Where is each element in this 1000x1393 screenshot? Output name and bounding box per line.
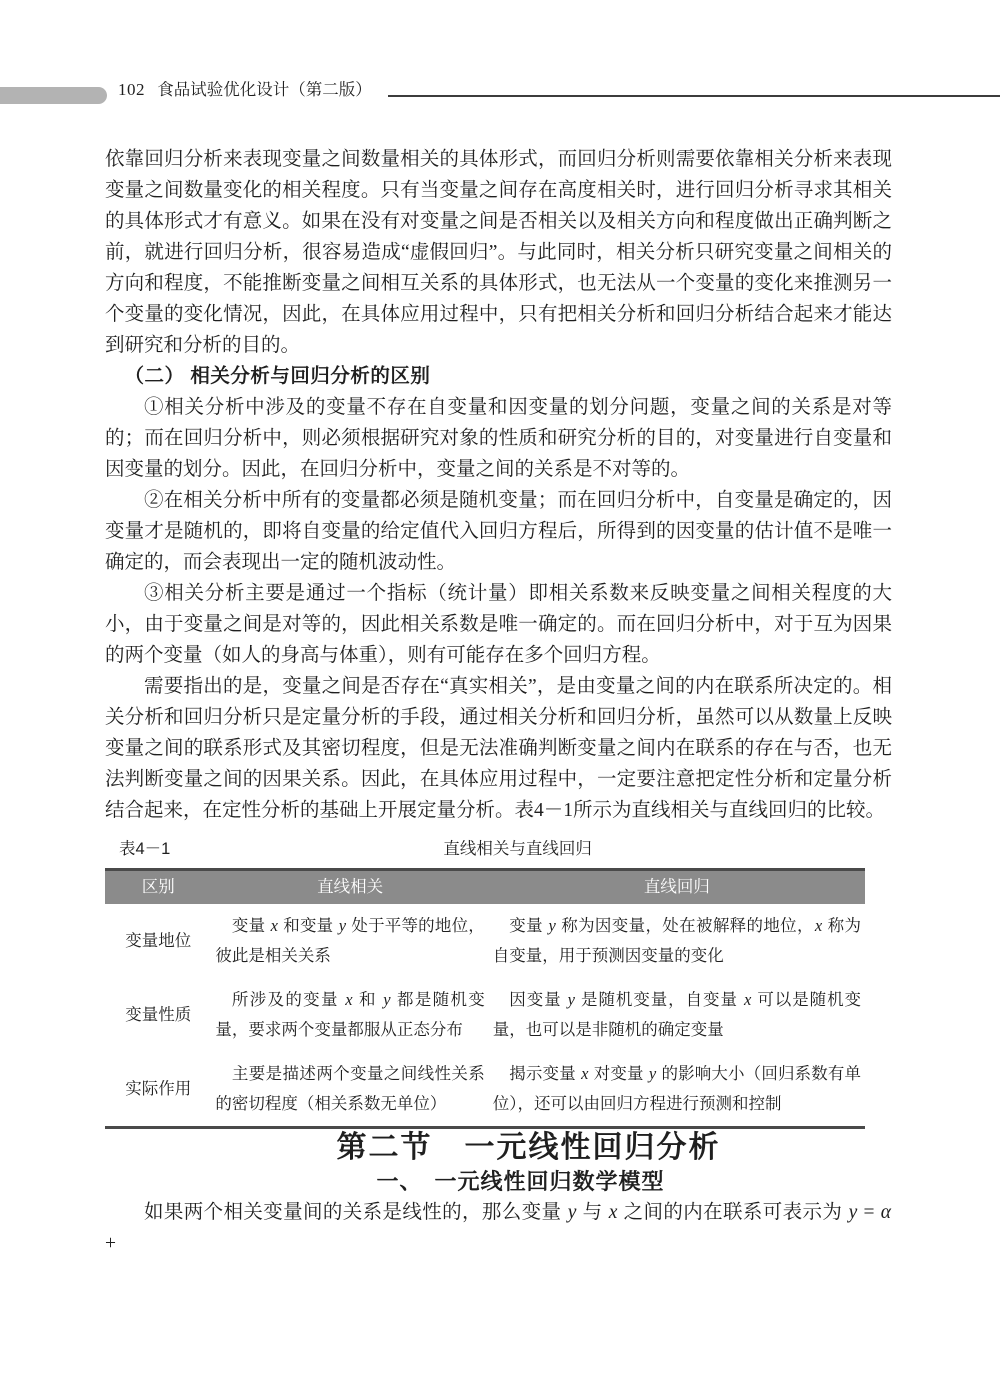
cell-text: 揭示变量 x 对变量 y 的影响大小（回归系数有单位），还可以由回归方程进行预测和控制 [492, 1063, 862, 1113]
paragraph-point-1: ①相关分析中涉及的变量不存在自变量和因变量的划分问题，变量之间的关系是对等的；而在回归分析中，则必须根据研究对象的性质和研究分析的目的，对变量进行自变量和因变量的划分。因此，在回归分析中，变量之间的关系是不对等的。 [105, 397, 892, 480]
row-label-variable-nature: 变量性质 [125, 1004, 192, 1024]
paragraph-model-intro: 如果两个相关变量间的关系是线性的，那么变量 y 与 x 之间的内在联系可表示为 y = α + [105, 1201, 891, 1254]
row-label-practical-use: 实际作用 [125, 1078, 192, 1098]
column-header-linear-regression: 直线回归 [489, 870, 865, 904]
correlation-cell [211, 978, 488, 1052]
row-label-variable-status: 变量地位 [125, 930, 192, 950]
paragraph-point-3: ③相关分析主要是通过一个指标（统计量）即相关系数来反映变量之间相关程度的大小，由于变量之间是对等的，因此相关系数是唯一确定的。而在回归分析中，对于互为因果的两个变量（如人的身高与体重），则有可能存在多个回归方程。 [105, 583, 892, 666]
page-number: 102 [118, 80, 145, 99]
table-caption [105, 837, 865, 861]
section-title: 第二节 一元线性回归分析 [336, 1130, 721, 1164]
table-row [105, 978, 865, 1052]
paragraph-summary: 需要指出的是，变量之间是否存在“真实相关”，是由变量之间的内在联系所决定的。相关分析和回归分析只是定量分析的手段，通过相关分析和回归分析，虽然可以从数量上反映变量之间的联系形式及其密切程度，但是无法准确判断变量之间内在联系的存在与否，也无法判断变量之间的因果关系。因此，在具体应用过程中，一定要注意把定性分析和定量分析结合起来，在定性分析的基础上开展定量分析。表4－1所示为直线相关与直线回归的比较。 [105, 676, 892, 821]
cell-text: 变量 y 称为因变量，处在被解释的地位，x 称为自变量，用于预测因变量的变化 [492, 915, 862, 965]
comparison-table [105, 868, 865, 1129]
subheading-correlation-vs-regression: （二） 相关分析与回归分析的区别 [124, 365, 431, 387]
cell-text: 主要是描述两个变量之间线性关系的密切程度（相关系数无单位） [215, 1063, 485, 1113]
subsection-title: 一、 一元线性回归数学模型 [376, 1168, 665, 1194]
paragraph-continuation: 依靠回归分析来表现变量之间数量相关的具体形式，而回归分析则需要依靠相关分析来表现变量之间数量变化的相关程度。只有当变量之间存在高度相关时，进行回归分析寻求其相关的具体形式才有意义。如果在没有对变量之间是否相关以及相关方向和程度做出正确判断之前，就进行回归分析，很容易造成“虚假回归”。与此同时，相关分析只研究变量之间相关的方向和程度，不能推断变量之间相互关系的具体形式，也无法从一个变量的变化来推测另一个变量的变化情况，因此，在具体应用过程中，只有把相关分析和回归分析结合起来才能达到研究和分析的目的。 [105, 149, 892, 356]
cell-text: 变量 x 和变量 y 处于平等的地位，彼此是相关关系 [215, 915, 485, 965]
table-row [105, 904, 865, 978]
cell-text: 所涉及的变量 x 和 y 都是随机变量，要求两个变量都服从正态分布 [215, 989, 485, 1039]
regression-cell [489, 978, 865, 1052]
text-column [105, 144, 892, 1259]
paragraph-point-2: ②在相关分析中所有的变量都必须是随机变量；而在回归分析中，自变量是确定的，因变量才是随机的，即将自变量的给定值代入回归方程后，所得到的因变量的估计值不是唯一确定的，而会表现出一定的随机波动性。 [105, 490, 892, 573]
header-rule [388, 95, 1000, 97]
table-row [105, 1052, 865, 1128]
table-header-row [105, 870, 865, 904]
correlation-cell [211, 1052, 488, 1128]
correlation-cell [211, 904, 488, 978]
table-number: 表4－1 [119, 840, 171, 858]
book-title: 食品试验优化设计（第二版） [157, 81, 372, 99]
header-decoration-bar [0, 87, 107, 104]
regression-cell [489, 1052, 865, 1128]
column-header-distinction: 区别 [105, 870, 211, 904]
column-header-linear-correlation: 直线相关 [211, 870, 488, 904]
regression-cell [489, 904, 865, 978]
cell-text: 因变量 y 是随机变量，自变量 x 可以是随机变量，也可以是非随机的确定变量 [492, 989, 862, 1039]
running-header [118, 79, 372, 101]
table-title: 直线相关与直线回归 [443, 840, 592, 858]
